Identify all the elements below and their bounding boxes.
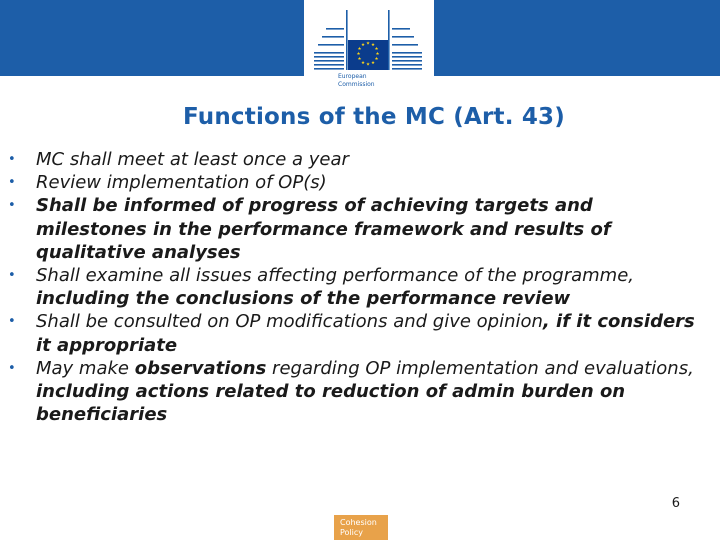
bullet-item — [8, 310, 708, 356]
svg-text:★: ★ — [357, 57, 362, 62]
bullet-list — [8, 148, 708, 426]
bullet-text-run: including actions related to reduction of admin burden on beneficiaries — [36, 381, 626, 426]
bullet-item — [8, 357, 708, 427]
bullet-text-run: Shall examine all issues affecting performance of the programme, — [36, 265, 634, 287]
bullet-dot-icon: • — [8, 360, 16, 376]
bullet-dot-icon: • — [8, 152, 16, 167]
bullet-item — [8, 194, 708, 264]
logo-line-european: European — [338, 73, 367, 80]
svg-text:★: ★ — [370, 61, 376, 66]
svg-text:★: ★ — [360, 43, 366, 48]
svg-text:★: ★ — [374, 57, 379, 62]
bullet-text-run: , if it considers it appropriate — [36, 311, 695, 356]
bullet-dot-icon: • — [8, 175, 16, 191]
bullet-dot-icon: • — [8, 314, 16, 330]
bullet-item — [8, 264, 708, 310]
svg-text:★: ★ — [365, 62, 371, 68]
bullet-text-run: Shall be consulted on OP modifications and give opinion — [36, 311, 543, 333]
bullet-text-run: including the conclusions of the performance review — [36, 288, 571, 310]
svg-text:★: ★ — [370, 43, 376, 48]
bullet-item — [8, 148, 708, 171]
cohesion-policy-badge — [334, 515, 388, 540]
svg-text:★: ★ — [365, 41, 371, 47]
bullet-text-run: MC shall meet at least once a year — [36, 149, 349, 170]
badge-line-cohesion: Cohesion — [340, 518, 377, 527]
bullet-dot-icon: • — [8, 268, 16, 284]
bullet-text-run: observations — [134, 357, 267, 379]
european-commission-logo — [304, 0, 434, 102]
svg-text:★: ★ — [356, 52, 361, 57]
page-number: 6 — [671, 496, 680, 511]
logo-text — [338, 73, 418, 89]
bullet-text-run: Shall be informed of progress of achieving targets and milestones in the performance framework and results of qualitative analyses — [36, 195, 611, 263]
badge-line-policy: Policy — [340, 528, 364, 537]
bullet-text-run: May make — [36, 357, 135, 379]
logo-line-commission: Commission — [338, 81, 375, 88]
svg-text:★: ★ — [375, 52, 380, 57]
bullet-item — [8, 171, 708, 194]
bullet-dot-icon: • — [8, 198, 16, 214]
svg-text:★: ★ — [360, 61, 366, 66]
svg-text:★: ★ — [357, 47, 362, 52]
commission-building-icon — [312, 6, 424, 72]
slide-title: Functions of the MC (Art. 43) — [183, 104, 565, 130]
svg-text:★: ★ — [374, 47, 379, 52]
bullet-text-run: regarding OP implementation and evaluations, — [266, 357, 694, 379]
bullet-text-run: Review implementation of OP(s) — [36, 172, 327, 194]
